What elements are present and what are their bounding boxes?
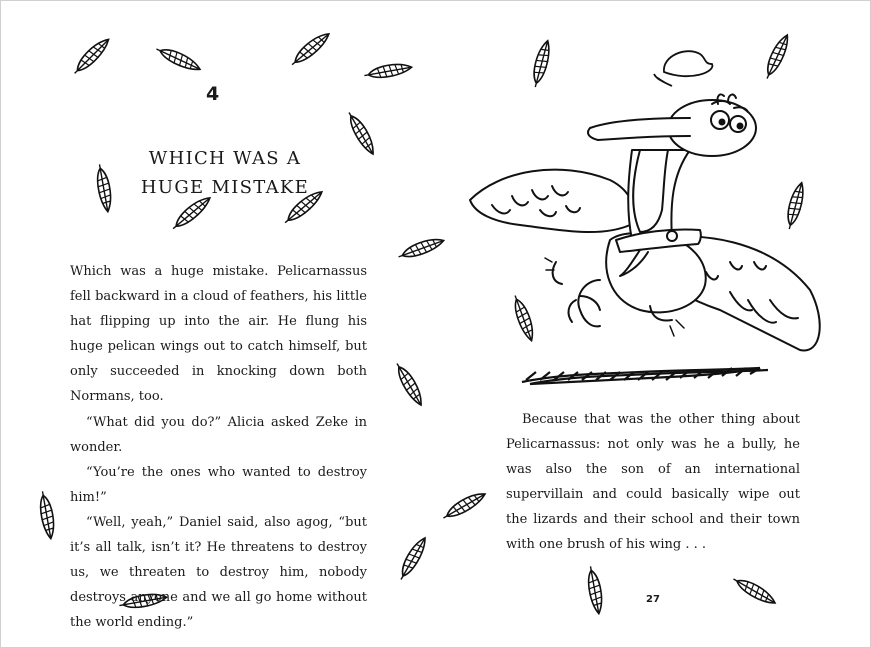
paragraph: “Well, yeah,” Daniel said, also agog, “but it’s all talk, isn’t it? He threatens to destroy us, we threaten to destroy him, nobody destroys anyone and we all go home without the world ending.” — [70, 514, 367, 631]
feather-icon — [730, 574, 778, 608]
feather-icon — [529, 39, 553, 88]
feather-icon — [392, 360, 426, 408]
chapter-title — [110, 144, 340, 202]
paragraph: “What did you do?” Alicia asked Zeke in wonder. — [70, 414, 367, 455]
shadow-scribble — [522, 368, 768, 384]
paragraph: Because that was the other thing about Pelicarnassus: not only was he a bully, he was also the son of an international supervillain and could basically wipe out the lizards and their school and their town with one brush of his wing . . . — [506, 412, 800, 553]
paragraph: Which was a huge mistake. Pelicarnassus fell backward in a cloud of feathers, his little hat flipping up into the air. He flung his huge pelican wings out to catch himself, but only succeeded in knocking down both Normans, too. — [70, 264, 367, 405]
feather-icon — [344, 109, 378, 157]
feather-icon — [440, 489, 488, 523]
feather-icon — [288, 29, 332, 69]
feather-icon — [509, 294, 537, 343]
chapter-number: 4 — [206, 83, 220, 105]
hat-icon — [654, 51, 712, 86]
feather-icon — [783, 181, 807, 230]
chapter-title-line: WHICH WAS A — [148, 148, 302, 170]
paragraph: “You’re the ones who wanted to destroy him!” — [70, 464, 367, 505]
feather-icon — [154, 44, 203, 75]
feather-icon — [396, 535, 430, 583]
feather-icon — [363, 61, 412, 81]
chapter-title-line: HUGE MISTAKE — [140, 177, 310, 199]
feather-icon — [585, 565, 605, 614]
left-page-text — [70, 259, 367, 635]
feather-icon — [397, 235, 446, 263]
feather-icon — [37, 490, 57, 539]
right-page-text — [506, 407, 800, 558]
feather-icon — [762, 33, 793, 82]
page-number: 27 — [646, 594, 660, 605]
feather-icon — [70, 35, 112, 77]
